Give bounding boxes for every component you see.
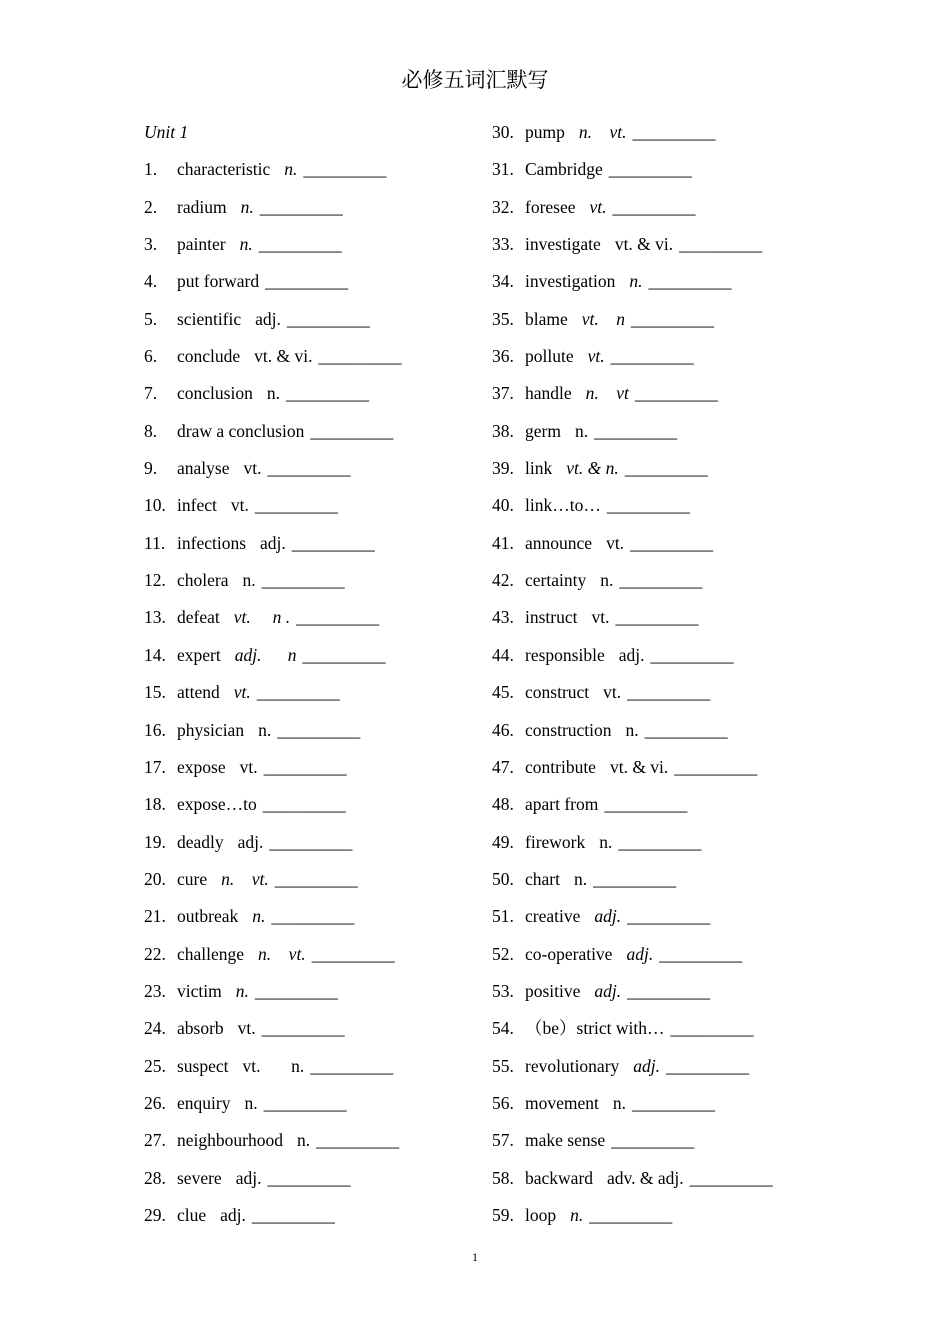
item-number: 45. xyxy=(492,682,514,703)
item-part-of-speech: adj. xyxy=(260,532,286,553)
item-number: 8. xyxy=(144,420,158,441)
left-column xyxy=(144,114,474,1234)
item-number: 48. xyxy=(492,794,514,815)
answer-blank[interactable]: __________ xyxy=(659,943,742,964)
item-word: radium xyxy=(177,196,227,217)
item-word: attend xyxy=(177,682,220,703)
item-number: 59. xyxy=(492,1204,514,1225)
item-number: 40. xyxy=(492,495,514,516)
answer-blank[interactable]: __________ xyxy=(256,682,340,703)
item-part-of-speech: vt. xyxy=(589,196,607,217)
item-number: 3. xyxy=(144,234,158,255)
item-part-of-speech: n. xyxy=(573,868,588,889)
answer-blank[interactable]: __________ xyxy=(254,495,338,516)
vocab-item xyxy=(144,674,474,711)
item-part-of-speech: n. xyxy=(244,1092,258,1113)
item-number: 44. xyxy=(492,644,514,665)
vocab-item xyxy=(144,824,474,861)
item-number: 46. xyxy=(492,719,514,740)
item-number: 30. xyxy=(492,122,514,142)
item-part-of-speech: n. xyxy=(599,831,613,852)
item-number: 9. xyxy=(144,458,158,479)
item-word: chart xyxy=(525,868,560,889)
vocab-item xyxy=(144,749,474,786)
item-part-of-speech: n. xyxy=(284,159,298,180)
vocab-item xyxy=(492,786,852,823)
item-part-of-speech: vt. & vi. xyxy=(609,756,669,777)
item-part-of-speech: adj. xyxy=(235,1167,262,1188)
item-number: 56. xyxy=(492,1092,514,1113)
answer-blank[interactable]: __________ xyxy=(271,906,354,927)
item-number: 49. xyxy=(492,831,514,852)
item-word: link xyxy=(525,458,553,479)
item-part-of-speech: adj. xyxy=(220,1204,246,1225)
right-column xyxy=(492,114,852,1234)
vocab-item xyxy=(144,936,474,973)
item-word: analyse xyxy=(177,458,230,479)
vocab-item xyxy=(492,301,852,338)
item-word: firework xyxy=(525,831,586,852)
item-number: 23. xyxy=(144,980,166,1001)
item-number: 32. xyxy=(492,196,514,217)
item-part-of-speech: vt. xyxy=(606,532,625,553)
item-word: blame xyxy=(525,308,568,329)
item-number: 20. xyxy=(144,868,166,889)
item-number: 36. xyxy=(492,346,514,367)
vocab-item xyxy=(144,525,474,562)
vocab-item xyxy=(144,861,474,898)
answer-blank[interactable]: __________ xyxy=(318,346,402,367)
answer-blank[interactable]: __________ xyxy=(627,906,710,927)
answer-blank[interactable]: __________ xyxy=(618,831,701,852)
item-number: 18. xyxy=(144,794,166,815)
item-part-of-speech: vt. xyxy=(603,682,622,703)
item-part-of-speech: vt. xyxy=(243,458,262,479)
item-number: 35. xyxy=(492,308,514,329)
answer-blank[interactable]: __________ xyxy=(670,1018,753,1039)
item-number: 28. xyxy=(144,1167,166,1188)
item-part-of-speech: adj. xyxy=(594,980,622,1001)
vocab-item xyxy=(492,1160,852,1197)
answer-blank[interactable]: __________ xyxy=(674,756,757,777)
item-part-of-speech: n. xyxy=(258,719,272,740)
item-word: infections xyxy=(177,532,247,553)
item-word: construction xyxy=(525,719,612,740)
item-number: 57. xyxy=(492,1130,514,1151)
vocab-item xyxy=(492,338,852,375)
answer-blank[interactable]: __________ xyxy=(632,1092,715,1113)
item-word: certainty xyxy=(525,570,587,591)
item-number: 6. xyxy=(144,346,158,367)
item-number: 27. xyxy=(144,1130,166,1151)
item-word: contribute xyxy=(525,756,596,777)
answer-blank[interactable]: __________ xyxy=(666,1055,749,1076)
item-word: handle xyxy=(525,383,572,404)
vocab-item xyxy=(144,1197,474,1234)
answer-blank[interactable]: __________ xyxy=(310,420,393,441)
answer-blank[interactable]: __________ xyxy=(627,682,710,703)
right-word-list xyxy=(492,114,852,1234)
item-word: enquiry xyxy=(177,1092,231,1113)
item-number: 47. xyxy=(492,756,514,777)
vocab-item xyxy=(492,487,852,524)
item-number: 42. xyxy=(492,570,514,591)
item-number: 5. xyxy=(144,308,158,329)
vocab-item xyxy=(492,413,852,450)
item-number: 25. xyxy=(144,1055,166,1076)
item-number: 1. xyxy=(144,159,158,180)
answer-blank[interactable]: __________ xyxy=(316,1130,399,1151)
answer-blank[interactable]: __________ xyxy=(608,159,692,180)
answer-blank[interactable]: __________ xyxy=(303,159,386,180)
item-word: pollute xyxy=(525,346,574,367)
answer-blank[interactable]: __________ xyxy=(648,271,732,292)
item-number: 34. xyxy=(492,271,514,292)
item-part-of-speech: n. xyxy=(252,906,266,927)
answer-blank[interactable]: __________ xyxy=(263,756,347,777)
item-number: 38. xyxy=(492,420,514,441)
item-part-of-speech: n. xyxy=(629,271,643,292)
vocab-item xyxy=(144,786,474,823)
vocab-item xyxy=(492,599,852,636)
vocab-item xyxy=(492,1197,852,1234)
vocab-item xyxy=(144,375,474,412)
item-part-of-speech: n. xyxy=(612,1092,626,1113)
answer-blank[interactable]: __________ xyxy=(267,458,350,479)
item-part-of-speech: n. xyxy=(574,420,589,441)
item-word: victim xyxy=(177,980,222,1001)
vocab-item xyxy=(492,1122,852,1159)
item-number: 33. xyxy=(492,234,514,255)
item-number: 21. xyxy=(144,906,166,927)
item-number: 37. xyxy=(492,383,514,404)
item-word: Cambridge xyxy=(525,159,603,180)
item-word: challenge xyxy=(177,943,245,964)
answer-blank[interactable]: __________ xyxy=(310,1055,393,1076)
item-number: 15. xyxy=(144,682,166,703)
item-number: 17. xyxy=(144,756,166,777)
item-number: 54. xyxy=(492,1018,514,1039)
answer-blank[interactable]: __________ xyxy=(589,1204,672,1225)
item-number: 51. xyxy=(492,906,514,927)
item-part-of-speech: n. xyxy=(240,196,254,217)
item-word: deadly xyxy=(177,831,224,852)
left-word-list xyxy=(144,151,474,1234)
item-part-of-speech: n. xyxy=(600,570,614,591)
item-number: 43. xyxy=(492,607,514,628)
item-word: cholera xyxy=(177,570,229,591)
vocab-item xyxy=(492,936,852,973)
answer-blank[interactable]: __________ xyxy=(286,308,370,329)
answer-blank[interactable]: __________ xyxy=(594,420,677,441)
answer-blank[interactable]: __________ xyxy=(296,607,379,628)
item-word: expose xyxy=(177,756,226,777)
item-word: apart from xyxy=(525,794,599,815)
item-part-of-speech: n. xyxy=(235,980,249,1001)
vocab-item xyxy=(144,712,474,749)
item-number: 13. xyxy=(144,607,166,628)
item-word: outbreak xyxy=(177,906,239,927)
vocab-item xyxy=(144,1122,474,1159)
item-word: conclude xyxy=(177,346,241,367)
vocab-item xyxy=(492,1085,852,1122)
vocab-item xyxy=(144,226,474,263)
vocab-item xyxy=(492,712,852,749)
vocab-item xyxy=(492,749,852,786)
item-part-of-speech: n. xyxy=(266,383,280,404)
item-word: pump xyxy=(525,122,565,142)
item-part-of-speech: adj. xyxy=(626,943,654,964)
item-part-of-speech: vt. & n. xyxy=(566,458,619,479)
page-title: 必修五词汇默写 xyxy=(401,68,549,92)
vocab-item xyxy=(144,450,474,487)
answer-blank[interactable]: __________ xyxy=(265,271,348,292)
item-word: neighbourhood xyxy=(177,1130,283,1151)
item-part-of-speech: n. xyxy=(242,570,256,591)
vocab-item xyxy=(144,263,474,300)
item-part-of-speech: vt. & vi. xyxy=(614,234,674,255)
answer-blank[interactable]: __________ xyxy=(615,607,698,628)
vocab-item xyxy=(144,599,474,636)
vocab-item xyxy=(144,1010,474,1047)
item-word: investigation xyxy=(525,271,616,292)
item-part-of-speech: n. xyxy=(625,719,639,740)
item-word: expert xyxy=(177,644,221,665)
answer-blank[interactable]: __________ xyxy=(269,831,352,852)
vocab-item xyxy=(144,1160,474,1197)
vocab-item xyxy=(492,226,852,263)
answer-blank[interactable]: __________ xyxy=(251,1204,335,1225)
answer-blank[interactable]: __________ xyxy=(632,122,716,142)
item-word: germ xyxy=(525,420,561,441)
item-number: 4. xyxy=(144,271,158,292)
item-word: construct xyxy=(525,682,590,703)
item-word: draw a conclusion xyxy=(177,420,305,441)
item-word: defeat xyxy=(177,607,220,628)
item-part-of-speech: vt. xyxy=(591,607,610,628)
vocab-item xyxy=(144,338,474,375)
item-word: physician xyxy=(177,719,245,740)
item-word: revolutionary xyxy=(525,1055,620,1076)
item-part-of-speech: adj. n xyxy=(234,644,297,665)
item-word: creative xyxy=(525,906,581,927)
vocab-item xyxy=(492,151,852,188)
answer-blank[interactable]: __________ xyxy=(619,570,702,591)
vocab-item xyxy=(492,674,852,711)
item-part-of-speech: vt. n . xyxy=(233,607,291,628)
answer-blank[interactable]: __________ xyxy=(631,308,714,329)
item-part-of-speech: vt. xyxy=(239,756,258,777)
item-part-of-speech: vt. n xyxy=(581,308,626,329)
item-number: 12. xyxy=(144,570,166,591)
item-number: 39. xyxy=(492,458,514,479)
item-part-of-speech: adj. xyxy=(618,644,645,665)
vocab-item xyxy=(144,1085,474,1122)
item-number: 29. xyxy=(144,1204,166,1225)
item-number: 55. xyxy=(492,1055,514,1076)
answer-blank[interactable]: __________ xyxy=(258,234,342,255)
answer-blank[interactable]: __________ xyxy=(262,794,346,815)
item-word: make sense xyxy=(525,1130,606,1151)
answer-blank[interactable]: __________ xyxy=(254,980,338,1001)
item-word: expose…to xyxy=(177,794,257,815)
item-part-of-speech: n. vt. xyxy=(578,122,627,142)
item-word: investigate xyxy=(525,234,601,255)
vocab-item xyxy=(492,263,852,300)
item-number: 22. xyxy=(144,943,166,964)
answer-blank[interactable]: __________ xyxy=(274,868,358,889)
vocab-item xyxy=(144,973,474,1010)
vocab-item xyxy=(144,151,474,188)
item-word: co-operative xyxy=(525,943,613,964)
vocab-item xyxy=(144,189,474,226)
item-part-of-speech: vt. & vi. xyxy=(254,346,313,367)
answer-blank[interactable]: __________ xyxy=(689,1167,773,1188)
item-word: infect xyxy=(177,495,217,516)
item-number: 7. xyxy=(144,383,158,404)
vocab-item xyxy=(492,525,852,562)
vocab-item xyxy=(144,413,474,450)
item-part-of-speech: vt. xyxy=(233,682,251,703)
answer-blank[interactable]: __________ xyxy=(604,794,687,815)
unit-heading: Unit 1 xyxy=(144,122,189,142)
vocab-item xyxy=(492,450,852,487)
item-number: 16. xyxy=(144,719,166,740)
answer-blank[interactable]: __________ xyxy=(311,943,395,964)
item-number: 11. xyxy=(144,532,166,553)
answer-blank[interactable]: __________ xyxy=(277,719,360,740)
item-part-of-speech: vt. n. xyxy=(242,1055,305,1076)
item-part-of-speech: vt. xyxy=(230,495,249,516)
item-number: 19. xyxy=(144,831,166,852)
item-word: link…to… xyxy=(525,495,601,516)
item-word: conclusion xyxy=(177,383,253,404)
answer-blank[interactable]: __________ xyxy=(285,383,369,404)
item-part-of-speech: n. vt. xyxy=(221,868,269,889)
item-number: 10. xyxy=(144,495,166,516)
answer-blank[interactable]: __________ xyxy=(630,532,713,553)
vocab-item xyxy=(144,898,474,935)
item-word: announce xyxy=(525,532,593,553)
item-number: 41. xyxy=(492,532,514,553)
item-part-of-speech: adv. & adj. xyxy=(607,1167,684,1188)
vocab-item xyxy=(492,375,852,412)
item-part-of-speech: n. xyxy=(296,1130,311,1151)
item-word: foresee xyxy=(525,196,576,217)
item-part-of-speech: n. vt xyxy=(585,383,629,404)
item-word: suspect xyxy=(177,1055,229,1076)
item-part-of-speech: adj. xyxy=(594,906,622,927)
item-number: 53. xyxy=(492,980,514,1001)
item-word: loop xyxy=(525,1204,557,1225)
vocab-item xyxy=(144,487,474,524)
answer-blank[interactable]: __________ xyxy=(644,719,728,740)
item-number: 31. xyxy=(492,159,514,180)
item-part-of-speech: adj. xyxy=(255,308,281,329)
item-word: scientific xyxy=(177,308,242,329)
vocab-item xyxy=(492,898,852,935)
vocab-item xyxy=(144,301,474,338)
answer-blank[interactable]: __________ xyxy=(593,868,676,889)
answer-blank[interactable]: __________ xyxy=(612,196,696,217)
item-word: painter xyxy=(177,234,226,255)
item-word: positive xyxy=(525,980,581,1001)
item-number: 26. xyxy=(144,1092,166,1113)
answer-blank[interactable]: __________ xyxy=(302,644,385,665)
vocab-item xyxy=(492,1048,852,1085)
vocab-item xyxy=(492,189,852,226)
item-number: 50. xyxy=(492,868,514,889)
item-part-of-speech: n. xyxy=(570,1204,584,1225)
answer-blank[interactable]: __________ xyxy=(606,495,690,516)
item-number: 52. xyxy=(492,943,514,964)
vocab-item xyxy=(144,1048,474,1085)
vocab-item xyxy=(492,637,852,674)
item-part-of-speech: vt. xyxy=(587,346,605,367)
answer-blank[interactable]: __________ xyxy=(679,234,762,255)
answer-blank[interactable]: __________ xyxy=(261,570,345,591)
item-word: severe xyxy=(177,1167,222,1188)
vocab-item xyxy=(492,562,852,599)
answer-blank[interactable]: __________ xyxy=(261,1018,345,1039)
item-word: characteristic xyxy=(177,159,271,180)
item-number: 2. xyxy=(144,196,158,217)
item-word: backward xyxy=(525,1167,594,1188)
answer-blank[interactable]: __________ xyxy=(259,196,343,217)
answer-blank[interactable]: __________ xyxy=(291,532,375,553)
item-word: （be）strict with… xyxy=(525,1018,665,1039)
page-number: 1 xyxy=(472,1250,478,1264)
item-word: movement xyxy=(525,1092,599,1113)
item-part-of-speech: n. vt. xyxy=(258,943,306,964)
vocab-item xyxy=(492,1010,852,1047)
vocab-item xyxy=(492,973,852,1010)
answer-blank[interactable]: __________ xyxy=(627,980,710,1001)
vocab-item xyxy=(144,637,474,674)
answer-blank[interactable]: __________ xyxy=(634,383,718,404)
item-part-of-speech: vt. xyxy=(237,1018,256,1039)
item-number: 58. xyxy=(492,1167,514,1188)
answer-blank[interactable]: __________ xyxy=(624,458,708,479)
answer-blank[interactable]: __________ xyxy=(650,644,733,665)
item-word: absorb xyxy=(177,1018,224,1039)
answer-blank[interactable]: __________ xyxy=(610,346,694,367)
item-word: responsible xyxy=(525,644,605,665)
item-word: instruct xyxy=(525,607,578,628)
vocab-item xyxy=(144,562,474,599)
item-word: clue xyxy=(177,1204,207,1225)
answer-blank[interactable]: __________ xyxy=(263,1092,347,1113)
item-number: 24. xyxy=(144,1018,166,1039)
answer-blank[interactable]: __________ xyxy=(267,1167,350,1188)
item-part-of-speech: adj. xyxy=(633,1055,661,1076)
vocab-item xyxy=(492,861,852,898)
item-part-of-speech: n. xyxy=(239,234,253,255)
item-part-of-speech: adj. xyxy=(237,831,264,852)
item-word: put forward xyxy=(177,271,260,292)
answer-blank[interactable]: __________ xyxy=(611,1130,694,1151)
vocab-item xyxy=(492,114,852,151)
item-number: 14. xyxy=(144,644,166,665)
vocab-item xyxy=(492,824,852,861)
item-word: cure xyxy=(177,868,208,889)
